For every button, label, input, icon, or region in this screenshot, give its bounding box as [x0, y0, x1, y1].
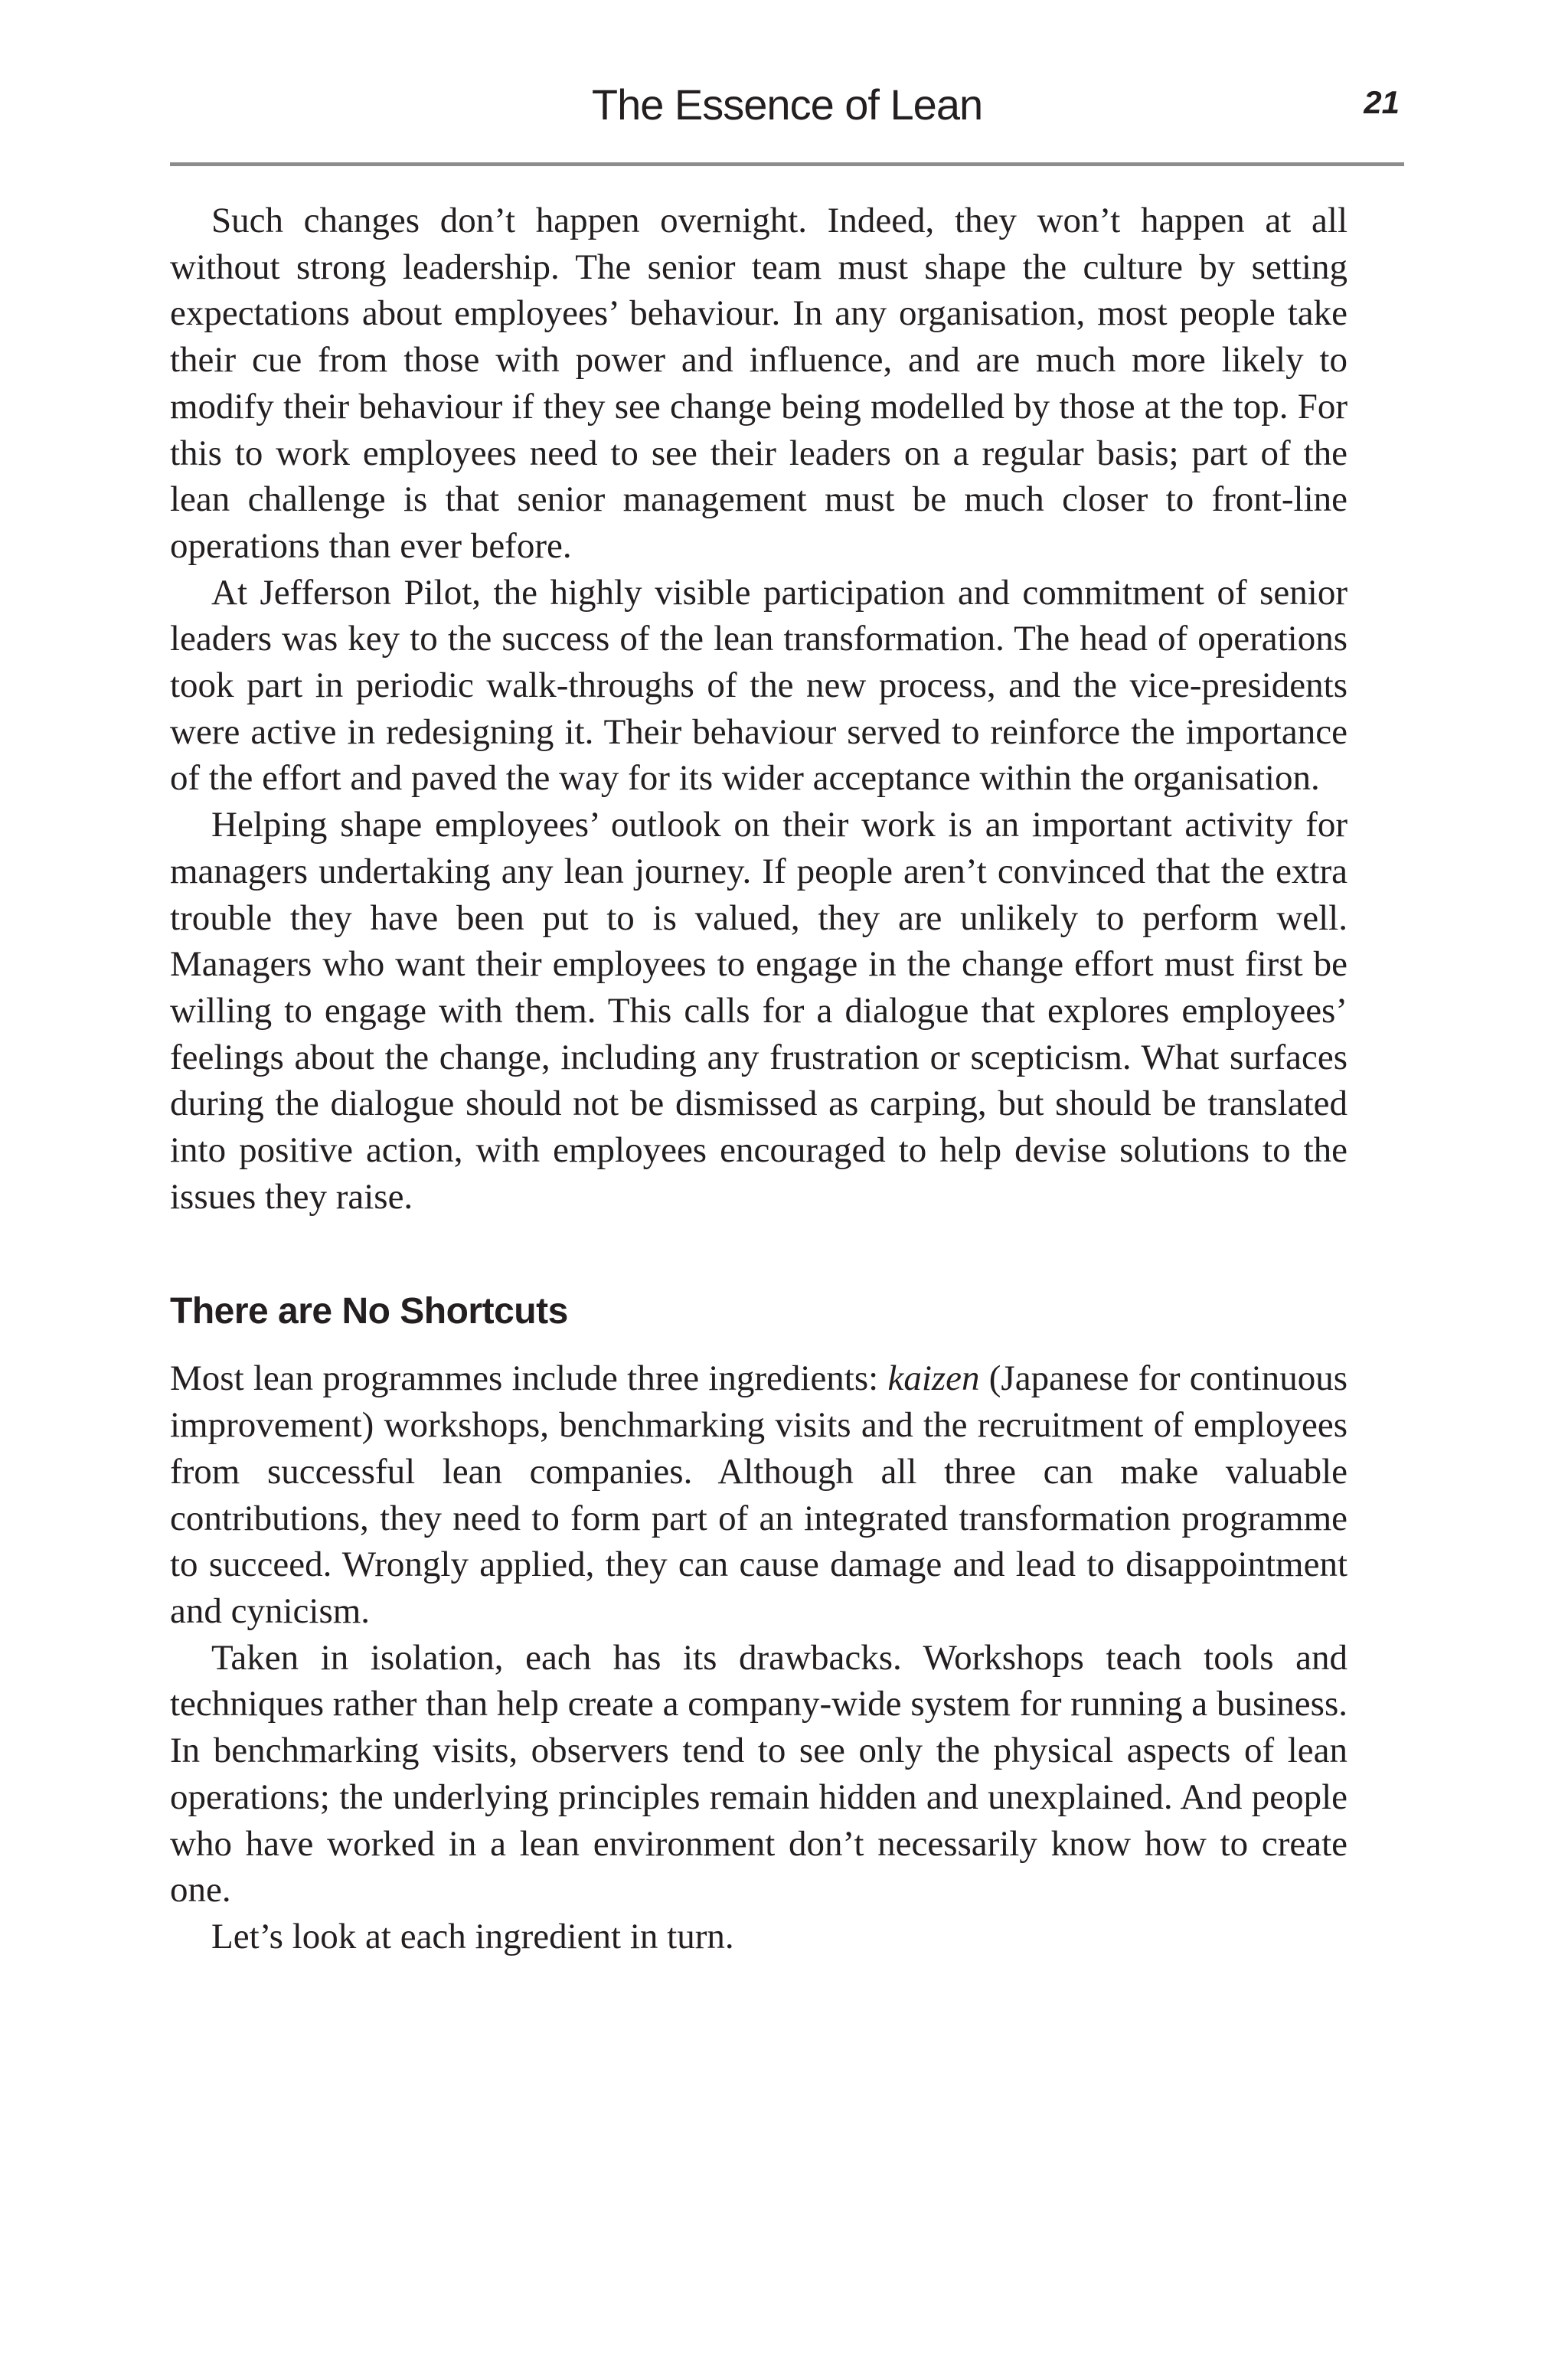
paragraph-ingredients: [170, 1355, 1348, 1634]
running-header: [170, 70, 1404, 166]
section-heading: There are No Shortcuts: [170, 1291, 568, 1332]
paragraph-ingredients-start: Most lean programmes include three ingredients:: [170, 1358, 888, 1399]
paragraph-drawbacks: Taken in isolation, each has its drawbacks. Workshops teach tools and techniques rather than help create a company-wide system for running a business. In benchmarking visits, observers tend to see only the physical aspects of lean operations; the underlying principles remain hidden and unexplained. And people who have worked in a lean environment don’t necessarily know how to create one.: [170, 1637, 1348, 1911]
paragraph-ingredients-rest: (Japanese for continuous improvement) workshops, benchmarking visits and the recruitment of employees from successful lean companies. Although all three can make valuable contributions, they need to form part of an integrated transformation programme to succeed. Wrongly applied, they can cause damage and lead to disappointment and cynicism.: [170, 1358, 1348, 1631]
running-title: The Essence of Lean: [591, 80, 983, 129]
body-text: [170, 198, 1348, 1960]
paragraph-jefferson-pilot: At Jefferson Pilot, the highly visible participation and commitment of senior leaders was key to the success of the lean transformation. The head of operations took part in periodic walk-throughs of the new process, and the vice-presidents were active in redesigning it. Their behaviour served to reinforce the importance of the effort and paved the way for its wider acceptance within the organisation.: [170, 572, 1348, 799]
kaizen-term: kaizen: [887, 1358, 980, 1399]
paragraph-closing: Let’s look at each ingredient in turn.: [211, 1916, 734, 1956]
paragraph-leadership: Such changes don’t happen overnight. Indeed, they won’t happen at all without strong leadership. The senior team must shape the culture by setting expectations about employees’ behaviour. In any organisation, most people take their cue from those with power and influence, and are much more likely to modify their behaviour if they see change being modelled by those at the top. For this to work employees need to see their leaders on a regular basis; part of the lean challenge is that senior management must be much closer to front-line operations than ever before.: [170, 201, 1348, 566]
paragraph-employee-outlook: Helping shape employees’ outlook on their work is an important activity for managers undertaking any lean journey. If people aren’t convinced that the extra trouble they have been put to is valued, they are unlikely to perform well. Managers who want their employees to engage in the change effort must first be willing to engage with them. This calls for a dialogue that explores employees’ feelings about the change, including any frustration or scepticism. What surfaces during the dialogue should not be dismissed as carping, but should be translated into positive action, with employees encouraged to help devise solutions to the issues they raise.: [170, 805, 1348, 1217]
page-number: 21: [1364, 84, 1400, 120]
